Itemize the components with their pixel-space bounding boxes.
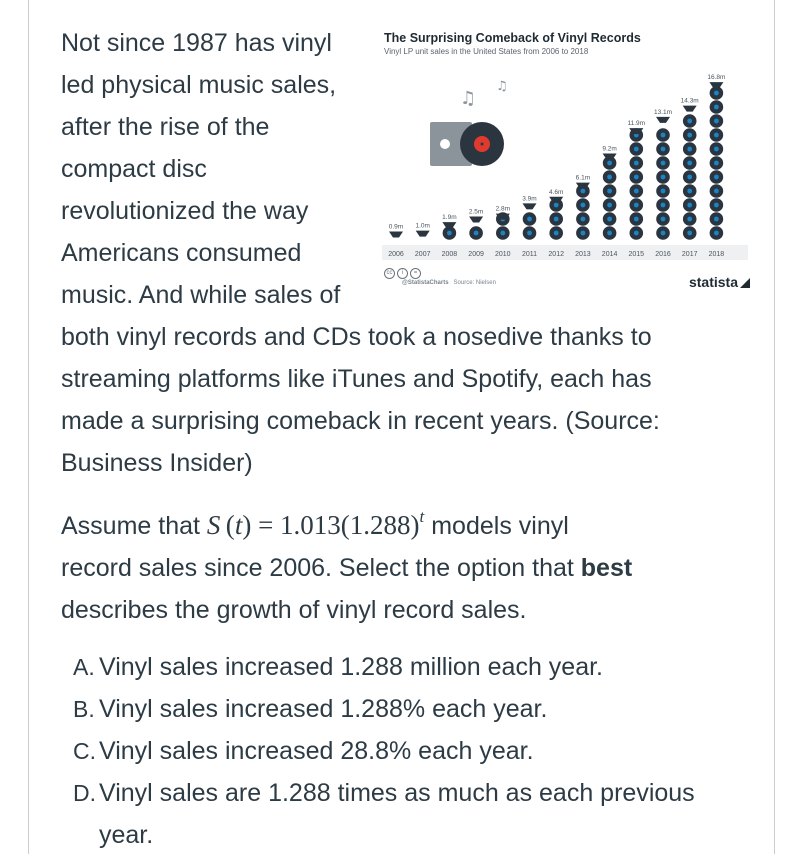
vinyl-disc-label-mark — [607, 161, 612, 166]
option-text: Vinyl sales increased 1.288 million each year. — [99, 653, 603, 681]
vinyl-disc-label-mark — [687, 133, 692, 138]
value-label: 14.3m — [680, 97, 699, 105]
year-tick-label: 2015 — [628, 251, 645, 258]
content-border-left — [28, 0, 29, 854]
year-tick-label: 2017 — [681, 251, 698, 258]
vinyl-disc-label-mark — [687, 231, 692, 236]
value-label: 13.1m — [653, 108, 673, 116]
vinyl-disc-label-mark — [687, 217, 692, 222]
bar-2015 — [629, 128, 643, 240]
vinyl-disc-label-mark — [554, 203, 559, 208]
year-tick-label: 2006 — [388, 251, 404, 258]
prompt-tail: models vinyl — [431, 512, 569, 540]
option-letter: B. — [73, 696, 95, 722]
value-label: 2.8m — [495, 205, 511, 213]
vinyl-disc-label-mark — [634, 189, 639, 194]
model-formula: S $(t) = 1.013(1.288)^t$ — [206, 507, 425, 540]
source-handle: @StatistaCharts — [402, 280, 449, 286]
vinyl-disc-label-mark — [714, 175, 719, 180]
source-label: Source: Nielsen — [453, 280, 496, 286]
vinyl-disc-label-mark — [527, 231, 532, 236]
vinyl-disc-label-mark — [661, 161, 666, 166]
value-label: 11.9m — [627, 120, 646, 128]
intro-line: after the rise of the — [61, 113, 270, 141]
bar-2018 — [709, 82, 723, 240]
year-tick-label: 2018 — [708, 251, 725, 258]
bar-2013 — [576, 183, 590, 240]
bar-2010 — [496, 212, 510, 240]
infographic-source — [402, 280, 496, 286]
year-tick-label: 2016 — [655, 251, 671, 258]
formula-exponent: t — [419, 507, 425, 526]
infographic-title: The Surprising Comeback of Vinyl Records — [384, 31, 641, 45]
vinyl-disc-label-mark — [634, 161, 639, 166]
intro-line: made a surprising comeback in recent years. (Source: — [61, 407, 660, 435]
vinyl-disc-label-mark — [661, 217, 666, 222]
option-text: Vinyl sales are 1.288 times as much as each previous — [99, 779, 695, 807]
value-label: 0.9m — [388, 223, 404, 231]
intro-line: music. And while sales of — [61, 281, 341, 309]
vinyl-disc-label-mark — [634, 147, 639, 152]
vinyl-disc-label-mark — [714, 217, 719, 222]
vinyl-disc-label-mark — [714, 133, 719, 138]
intro-line: compact disc — [61, 155, 207, 183]
option-d[interactable] — [73, 772, 773, 856]
year-tick-label: 2010 — [495, 251, 511, 258]
formula-growth: 1.288 — [349, 510, 411, 540]
answer-options — [73, 646, 773, 856]
vinyl-disc-label-mark — [714, 189, 719, 194]
intro-line: streaming platforms like iTunes and Spotify, each has — [61, 365, 652, 393]
option-text-continued: year. — [99, 821, 154, 849]
vinyl-disc-label-mark — [607, 175, 612, 180]
vinyl-disc-label-mark — [687, 161, 692, 166]
bar-2009 — [469, 217, 483, 240]
formula-func: S — [206, 510, 221, 540]
bar-cap-mark — [469, 217, 483, 223]
intro-line: led physical music sales, — [61, 71, 337, 99]
question-prompt — [61, 504, 761, 631]
vinyl-disc-label-mark — [714, 105, 719, 110]
option-letter: A. — [73, 654, 95, 680]
value-label: 3.9m — [522, 195, 537, 203]
statista-logo — [689, 274, 750, 290]
vinyl-disc-label-mark — [661, 175, 666, 180]
vinyl-disc-label-mark — [714, 203, 719, 208]
option-text: Vinyl sales increased 1.288% each year. — [99, 695, 548, 723]
vinyl-disc-label-mark — [687, 189, 692, 194]
statista-mark-icon — [740, 278, 750, 288]
intro-line: both vinyl records and CDs took a nosedive thanks to — [61, 323, 652, 351]
vinyl-disc-label-mark — [527, 217, 532, 222]
year-tick-label: 2013 — [575, 251, 591, 258]
bar-cap-mark — [709, 82, 723, 88]
vinyl-disc-label-mark — [474, 231, 479, 236]
bar-cap-mark — [389, 232, 403, 238]
vinyl-disc-label-mark — [661, 203, 666, 208]
vinyl-disc-label-mark — [661, 189, 666, 194]
vinyl-disc-label-mark — [661, 147, 666, 152]
prompt-line2: record sales since 2006. Select the option that — [61, 554, 574, 582]
vinyl-disc-label-mark — [661, 231, 666, 236]
vinyl-disc-label-mark — [581, 203, 586, 208]
vinyl-disc-label-mark — [607, 203, 612, 208]
year-tick-label: 2008 — [441, 251, 458, 258]
intro-line: Not since 1987 has vinyl — [61, 29, 332, 57]
value-label: 6.1m — [575, 174, 591, 182]
bar-cap-mark — [523, 203, 537, 209]
value-label: 1.0m — [415, 222, 430, 230]
vinyl-disc-label-mark — [687, 175, 692, 180]
vinyl-sales-chart — [378, 62, 754, 272]
vinyl-disc-label-mark — [714, 91, 719, 96]
bar-2008 — [442, 222, 456, 240]
option-b[interactable] — [73, 688, 773, 730]
bar-cap-mark — [416, 231, 430, 237]
vinyl-disc-label-mark — [554, 231, 559, 236]
vinyl-disc-label-mark — [634, 203, 639, 208]
vinyl-disc-label-mark — [714, 161, 719, 166]
creative-commons-icons: cc i = — [384, 268, 421, 279]
content-border-right — [774, 0, 775, 854]
vinyl-disc-label-mark — [634, 231, 639, 236]
turntable-illustration — [430, 79, 508, 166]
prompt-emphasis: best — [580, 554, 633, 582]
vinyl-disc-label-mark — [607, 189, 612, 194]
bar-2006 — [389, 232, 403, 238]
bar-2012 — [549, 197, 563, 240]
intro-line: Americans consumed — [61, 239, 302, 267]
vinyl-disc-label-mark — [581, 189, 586, 194]
formula-coef: 1.013 — [280, 510, 341, 540]
vinyl-disc-label-mark — [500, 231, 505, 236]
vinyl-disc-label-mark — [661, 133, 666, 138]
formula-var: t — [234, 510, 243, 540]
vinyl-disc-label-mark — [581, 217, 586, 222]
bar-cap-mark — [442, 222, 456, 228]
bar-2017 — [683, 106, 697, 240]
music-note-icon: ♫ — [496, 79, 508, 94]
option-a[interactable] — [73, 646, 773, 688]
intro-line: revolutionized the way — [61, 197, 309, 225]
vinyl-disc-label-mark — [634, 217, 639, 222]
bar-2011 — [523, 203, 537, 239]
bar-2014 — [603, 154, 617, 240]
vinyl-disc-label-mark — [554, 217, 559, 222]
bar-2007 — [416, 231, 430, 237]
option-c[interactable] — [73, 730, 773, 772]
bar-2016 — [656, 117, 670, 240]
vinyl-disc-label-mark — [687, 147, 692, 152]
option-letter: D. — [73, 780, 96, 806]
intro-line: Business Insider) — [61, 449, 253, 477]
value-label: 2.5m — [468, 208, 484, 216]
prompt-lead: Assume that — [61, 512, 200, 540]
year-tick-label: 2009 — [468, 251, 484, 258]
vinyl-disc-label-mark — [687, 119, 692, 124]
vinyl-disc-label-mark — [607, 231, 612, 236]
vinyl-disc-label-mark — [714, 147, 719, 152]
value-label: 1.9m — [442, 214, 457, 222]
music-note-icon: ♫ — [460, 88, 477, 109]
year-tick-label: 2011 — [521, 251, 538, 258]
option-text: Vinyl sales increased 28.8% each year. — [99, 737, 534, 765]
year-tick-label: 2007 — [414, 251, 431, 258]
year-tick-label: 2012 — [548, 251, 564, 258]
bar-cap-mark — [683, 106, 697, 112]
intro-paragraph-rest — [61, 316, 761, 484]
vinyl-infographic — [378, 22, 754, 296]
prompt-line3: describes the growth of vinyl record sales. — [61, 596, 527, 624]
vinyl-disc-label-mark — [447, 231, 452, 236]
year-tick-label: 2014 — [601, 251, 618, 258]
vinyl-disc-label-mark — [581, 231, 586, 236]
statista-wordmark: statista — [688, 274, 738, 290]
vinyl-disc-label-mark — [714, 231, 719, 236]
option-letter: C. — [73, 738, 96, 764]
bar-cap-mark — [656, 117, 670, 123]
vinyl-disc-label-mark — [714, 119, 719, 124]
value-label: 16.8m — [707, 74, 726, 82]
vinyl-disc-label-mark — [634, 175, 639, 180]
value-label: 4.6m — [548, 188, 564, 196]
vinyl-disc-label-mark — [607, 217, 612, 222]
value-label: 9.2m — [602, 145, 617, 153]
vinyl-disc-label-mark — [687, 203, 692, 208]
infographic-subtitle: Vinyl LP unit sales in the United States from 2006 to 2018 — [384, 47, 589, 56]
